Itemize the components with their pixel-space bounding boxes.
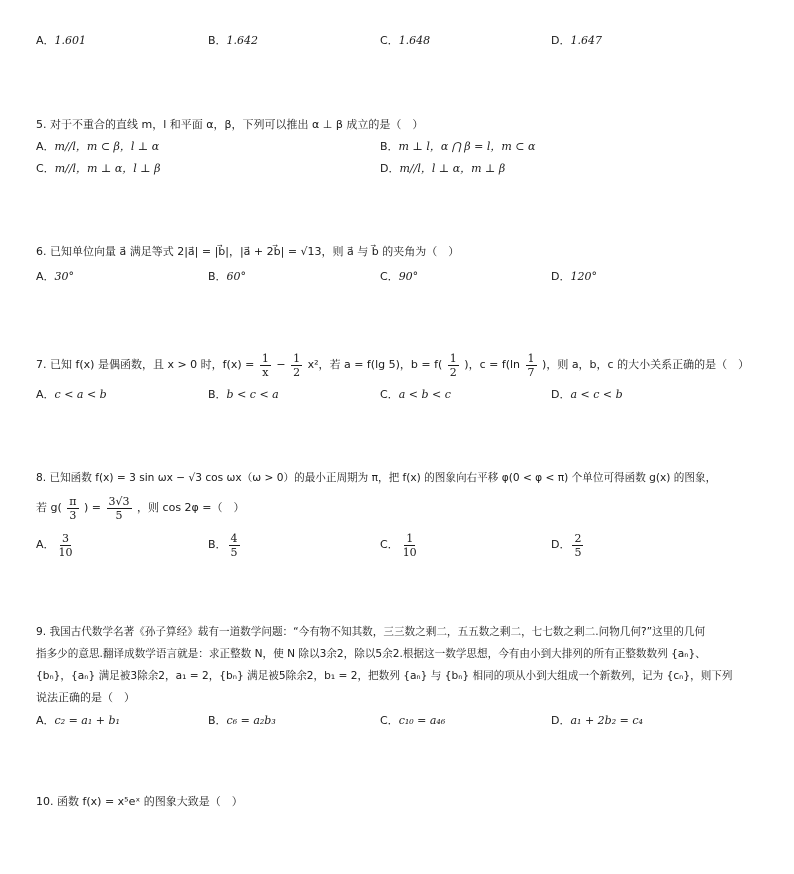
q8-fraction-pi-over-3: $\frac{\pi}{3}$ xyxy=(69,494,77,522)
q6-option-c[interactable]: C．90° xyxy=(380,270,419,283)
q8-fraction-value: $\frac{3√3}{5}$ xyxy=(108,494,130,522)
q7-stem-part-a: 7. 已知 f(x) 是偶函数，且 x > 0 时，f(x) = xyxy=(36,358,258,371)
q7-option-b[interactable]: B．b < c < a xyxy=(208,388,279,401)
q7-option-c[interactable]: C．a < b < c xyxy=(380,388,451,401)
q7-option-a[interactable]: A．c < a < b xyxy=(36,388,107,401)
q5-option-d[interactable]: D．m//l，l ⊥ α，m ⊥ β xyxy=(380,162,506,175)
q5-option-b[interactable]: B．m ⊥ l，α ⋂ β = l，m ⊂ α xyxy=(380,140,536,153)
q8-stem-part-c: ，则 cos 2φ =（ ） xyxy=(137,501,245,514)
q7-option-d[interactable]: D．a < c < b xyxy=(551,388,623,401)
q7-stem-part-d: )，则 a，b，c 的大小关系正确的是（ ） xyxy=(542,358,750,371)
q7-minus-sign: − xyxy=(276,358,286,371)
q4-option-d[interactable]: D．1.647 xyxy=(551,34,602,47)
q4-option-c[interactable]: C．1.648 xyxy=(380,34,431,47)
q7-fraction-c-arg: $\frac{1}{7}$ xyxy=(527,351,535,379)
q6-option-b[interactable]: B．60° xyxy=(208,270,247,283)
q4-option-a[interactable]: A．1.601 xyxy=(36,34,87,47)
q9-stem-line3: {bₙ}，{aₙ} 满足被3除余2，a₁ = 2，{bₙ} 满足被5除余2，b₁ = 2，把数列 {aₙ} 与 {bₙ} 相同的项从小到大组成一个新数列，记为 {cₙ}，则下列 xyxy=(36,670,733,682)
q9-option-d[interactable]: D．a₁ + 2b₂ = c₄ xyxy=(551,714,643,727)
q8-option-d[interactable]: D． $\frac{2}{5}$ xyxy=(551,531,582,559)
q6-stem: 6. 已知单位向量 a⃗ 满足等式 2|a⃗| = |b⃗|，|a⃗ + 2b⃗| = √13，则 a⃗ 与 b⃗ 的夹角为（ ） xyxy=(36,245,460,258)
q5-option-a[interactable]: A．m//l，m ⊂ β，l ⊥ α xyxy=(36,140,160,153)
q9-stem-line4: 说法正确的是（ ） xyxy=(36,691,135,704)
q8-stem-part-a: 若 g( xyxy=(36,501,62,514)
q7-fraction-b-arg: $\frac{1}{2}$ xyxy=(449,351,457,379)
q8-option-c[interactable]: C． $\frac{1}{10}$ xyxy=(380,531,417,559)
q9-stem-line1: 9. 我国古代数学名著《孙子算经》载有一道数学问题：“今有物不知其数，三三数之剩二，五五数之剩二，七七数之剩二.问物几何?”这里的几何 xyxy=(36,626,706,638)
q7-stem xyxy=(36,350,749,380)
q8-stem-line2 xyxy=(36,493,245,523)
q5-stem: 5. 对于不重合的直线 m，l 和平面 α，β，下列可以推出 α ⊥ β 成立的是（ ） xyxy=(36,118,424,131)
q7-fraction-1-over-2: $\frac{1}{2}$ xyxy=(293,351,301,379)
q8-option-b[interactable]: B． $\frac{4}{5}$ xyxy=(208,531,238,559)
q7-stem-part-b: x²，若 a = f(lg 5)，b = f( xyxy=(307,358,443,371)
q4-option-b[interactable]: B．1.642 xyxy=(208,34,259,47)
q9-option-c[interactable]: C．c₁₀ = a₄₆ xyxy=(380,714,446,727)
q9-option-a[interactable]: A．c₂ = a₁ + b₁ xyxy=(36,714,120,727)
q7-fraction-1-over-x: $\frac{1}{x}$ xyxy=(261,351,269,379)
q7-stem-part-c: )，c = f(ln xyxy=(464,358,524,371)
q6-option-d[interactable]: D．120° xyxy=(551,270,597,283)
q10-stem: 10. 函数 f(x) = x⁵eˣ 的图象大致是（ ） xyxy=(36,795,243,808)
q9-option-b[interactable]: B．c₆ = a₂b₃ xyxy=(208,714,276,727)
q8-stem-line1: 8. 已知函数 f(x) = 3 sin ωx − √3 cos ωx（ω > 0）的最小正周期为 π，把 f(x) 的图象向右平移 φ(0 < φ < π) 个单位可得函数 g(x) 的图象， xyxy=(36,472,717,484)
q5-option-c[interactable]: C．m//l，m ⊥ α，l ⊥ β xyxy=(36,162,161,175)
q6-option-a[interactable]: A．30° xyxy=(36,270,75,283)
q8-stem-part-b: ) = xyxy=(84,501,105,514)
q9-stem-line2: 指多少的意思.翻译成数学语言就是：求正整数 N，使 N 除以3余2，除以5余2.根据这一数学思想，今有由小到大排列的所有正整数数列 {aₙ}、 xyxy=(36,648,706,660)
q8-option-a[interactable]: A． $\frac{3}{10}$ xyxy=(36,531,73,559)
